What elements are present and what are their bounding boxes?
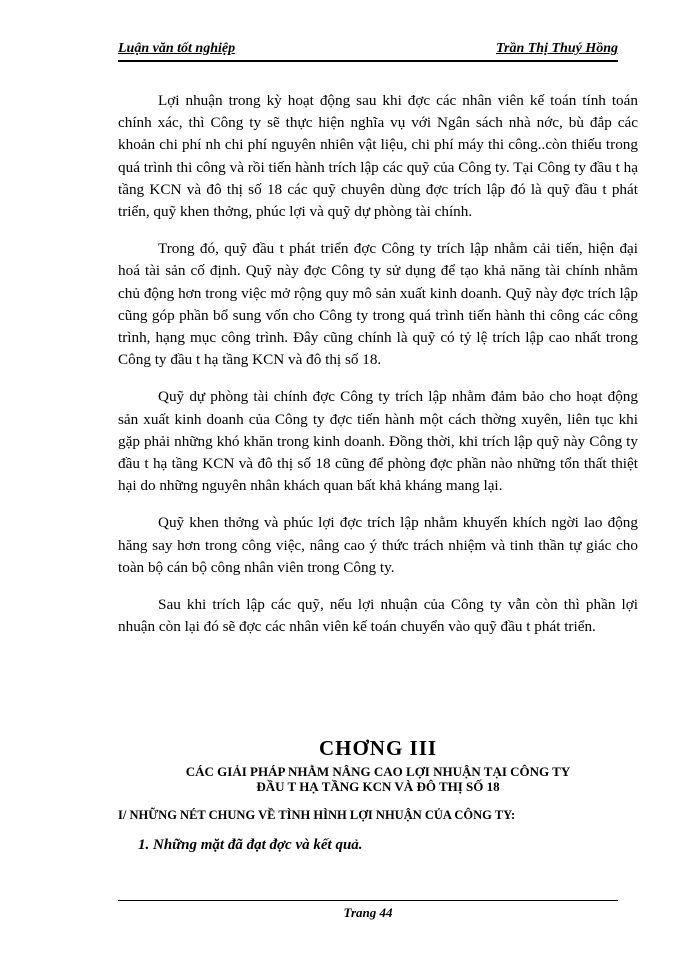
- chapter-subtitle: [118, 764, 638, 794]
- chapter-subtitle-line-2: ĐẦU T HẠ TẦNG KCN VÀ ĐÔ THỊ SỐ 18: [256, 779, 500, 794]
- paragraph-3: Quỹ dự phòng tài chính đợc Công ty trích lập nhằm đảm bảo cho hoạt động sản xuất kinh doanh của Công ty đợc tiến hành một cách thờng xuyên, liên tục khi gặp phải những khó khăn trong kinh doanh. Đồng thời, khi trích lập quỹ này Công ty đầu t hạ tầng KCN và đô thị số 18 cũng để phòng đợc phần nào những tổn thất thiệt hại do những nguyên nhân khách quan bất khả kháng mang lại.: [118, 388, 638, 495]
- body-text: [118, 90, 638, 653]
- paragraph-5: Sau khi trích lập các quỹ, nếu lợi nhuận của Công ty vẫn còn thì phần lợi nhuận còn lại đó sẽ đợc các nhân viên kế toán chuyển vào quỹ đầu t phát triển.: [118, 596, 638, 636]
- page-footer: Trang 44: [343, 905, 393, 920]
- paragraph-1: Lợi nhuận trong kỳ hoạt động sau khi đợc các nhân viên kế toán tính toán chính xác, thì Công ty sẽ thực hiện nghĩa vụ với Ngân sách nhà nớc, bù đắp các khoản chi phí nh chi phí nguyên nhiên vật liệu, chi phí máy thi công..còn thiếu trong quá trình thi công và rồi tiến hành trích lập các quỹ của Công ty. Tại Công ty đầu t hạ tầng KCN và đô thị số 18 các quỹ chuyên dùng đợc trích lập đó là quỹ đầu t phát triển, quỹ khen thởng, phúc lợi và quỹ dự phòng tài chính.: [118, 92, 638, 221]
- paragraph-4: Quỹ khen thởng và phúc lợi đợc trích lập nhằm khuyến khích ngời lao động hăng say hơn trong công việc, nâng cao ý thức trách nhiệm và tinh thần tự giác cho toàn bộ cán bộ công nhân viên trong Công ty.: [118, 514, 638, 576]
- page-header: [118, 40, 618, 62]
- paragraph-2: Trong đó, quỹ đầu t phát triển đợc Công ty trích lập nhằm cải tiến, hiện đại hoá tài sản cố định. Quỹ này đợc Công ty sử dụng để tạo khả năng tài chính nhằm chủ động hơn trong việc mở rộng quy mô sản xuất kinh doanh. Quỹ này đợc trích lập cũng góp phần bổ sung vốn cho Công ty trong quá trình tiến hành thi công các công trình, hạng mục công trình. Đây cũng chính là quỹ có tỷ lệ trích lập cao nhất trong Công ty đầu t hạ tầng KCN và đô thị số 18.: [118, 240, 638, 369]
- header-right-text: Trần Thị Thuý Hồng: [495, 41, 618, 56]
- header-left-text: Luận văn tốt nghiệp: [118, 41, 236, 56]
- section-heading: I/ NHỮNG NÉT CHUNG VỀ TÌNH HÌNH LỢI NHUẬN CỦA CÔNG TY:: [118, 808, 516, 822]
- footer-divider: [118, 900, 618, 901]
- sub-heading: 1. Những mặt đã đạt đợc và kết quả.: [138, 837, 363, 853]
- chapter-title: CHƠNG III: [318, 736, 438, 760]
- chapter-subtitle-line-1: CÁC GIẢI PHÁP NHẰM NÂNG CAO LỢI NHUẬN TẠI CÔNG TY: [185, 764, 571, 779]
